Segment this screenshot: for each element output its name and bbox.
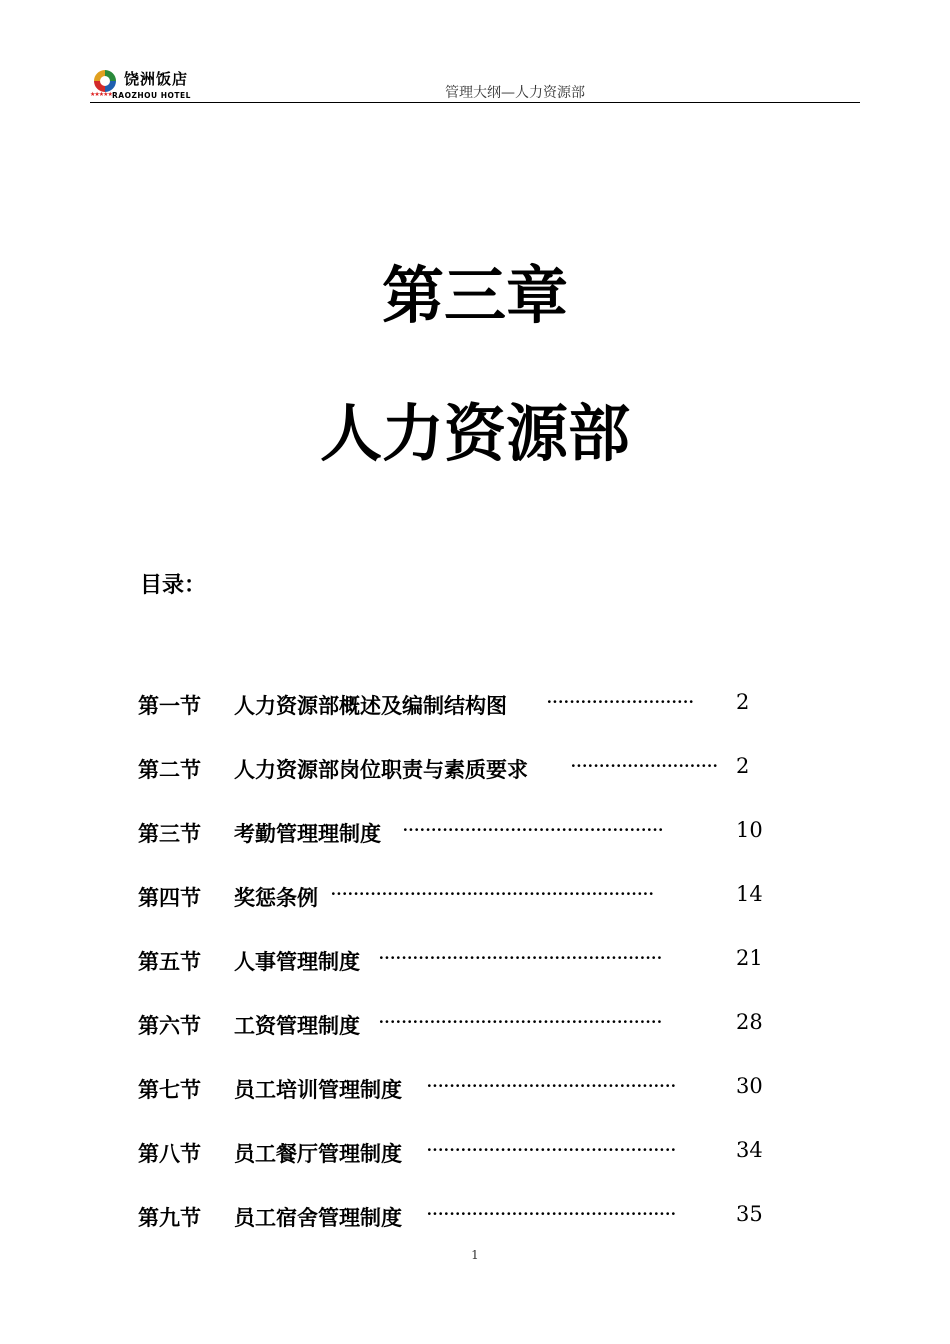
toc-section-number: 第九节 xyxy=(138,1205,201,1230)
toc-leader-dots: ·············································· xyxy=(402,818,664,842)
toc-section-number: 第三节 xyxy=(138,821,201,846)
logo-stars: ★★★★★ xyxy=(90,91,112,98)
toc-section-title: 人力资源部岗位职责与素质要求 xyxy=(234,757,528,782)
toc-section-number: 第五节 xyxy=(138,949,201,974)
header-title: 管理大纲—人力资源部 xyxy=(445,85,585,101)
toc-leader-dots: ·························· xyxy=(570,754,718,778)
toc-page-number: 28 xyxy=(736,1010,763,1034)
toc-section-title: 员工餐厅管理制度 xyxy=(234,1141,402,1166)
toc-leader-dots: ············································ xyxy=(426,1074,676,1098)
hotel-logo xyxy=(90,66,220,100)
toc-section-number: 第六节 xyxy=(138,1013,201,1038)
toc-section-title: 考勤管理理制度 xyxy=(234,821,381,846)
toc-leader-dots: ············································ xyxy=(426,1202,676,1226)
toc-section-title: 人事管理制度 xyxy=(234,949,360,974)
logo-english-name: RAOZHOU HOTEL xyxy=(112,91,191,100)
chapter-department: 人力资源部 xyxy=(319,397,630,470)
toc-page-number: 2 xyxy=(736,754,750,778)
toc-page-number: 30 xyxy=(736,1074,763,1098)
toc-section-number: 第二节 xyxy=(138,757,201,782)
toc-section-title: 员工培训管理制度 xyxy=(234,1077,402,1102)
toc-section-title: 人力资源部概述及编制结构图 xyxy=(234,693,507,718)
toc-leader-dots: ·················································· xyxy=(378,1010,662,1034)
toc-page-number: 2 xyxy=(736,690,750,714)
toc-leader-dots: ············································ xyxy=(426,1138,676,1162)
toc-section-number: 第七节 xyxy=(138,1077,201,1102)
toc-section-title: 奖惩条例 xyxy=(234,885,318,910)
chapter-number: 第三章 xyxy=(381,259,568,332)
toc-section-title: 工资管理制度 xyxy=(234,1013,360,1038)
toc-leader-dots: ·························· xyxy=(546,690,694,714)
page-number: 1 xyxy=(471,1248,479,1262)
page-header xyxy=(90,62,860,103)
toc-page-number: 35 xyxy=(736,1202,763,1226)
toc-leader-dots: ························································· xyxy=(330,882,654,906)
toc-page-number: 34 xyxy=(736,1138,763,1162)
toc-page-number: 21 xyxy=(736,946,763,970)
toc-page-number: 14 xyxy=(736,882,763,906)
toc-section-number: 第一节 xyxy=(138,693,201,718)
toc-section-title: 员工宿舍管理制度 xyxy=(234,1205,402,1230)
logo-chinese-name: 饶洲饭店 xyxy=(124,70,189,88)
toc-section-number: 第八节 xyxy=(138,1141,201,1166)
toc-section-number: 第四节 xyxy=(138,885,201,910)
toc-page-number: 10 xyxy=(736,818,763,842)
toc-leader-dots: ·················································· xyxy=(378,946,662,970)
toc-heading: 目录： xyxy=(140,572,207,598)
